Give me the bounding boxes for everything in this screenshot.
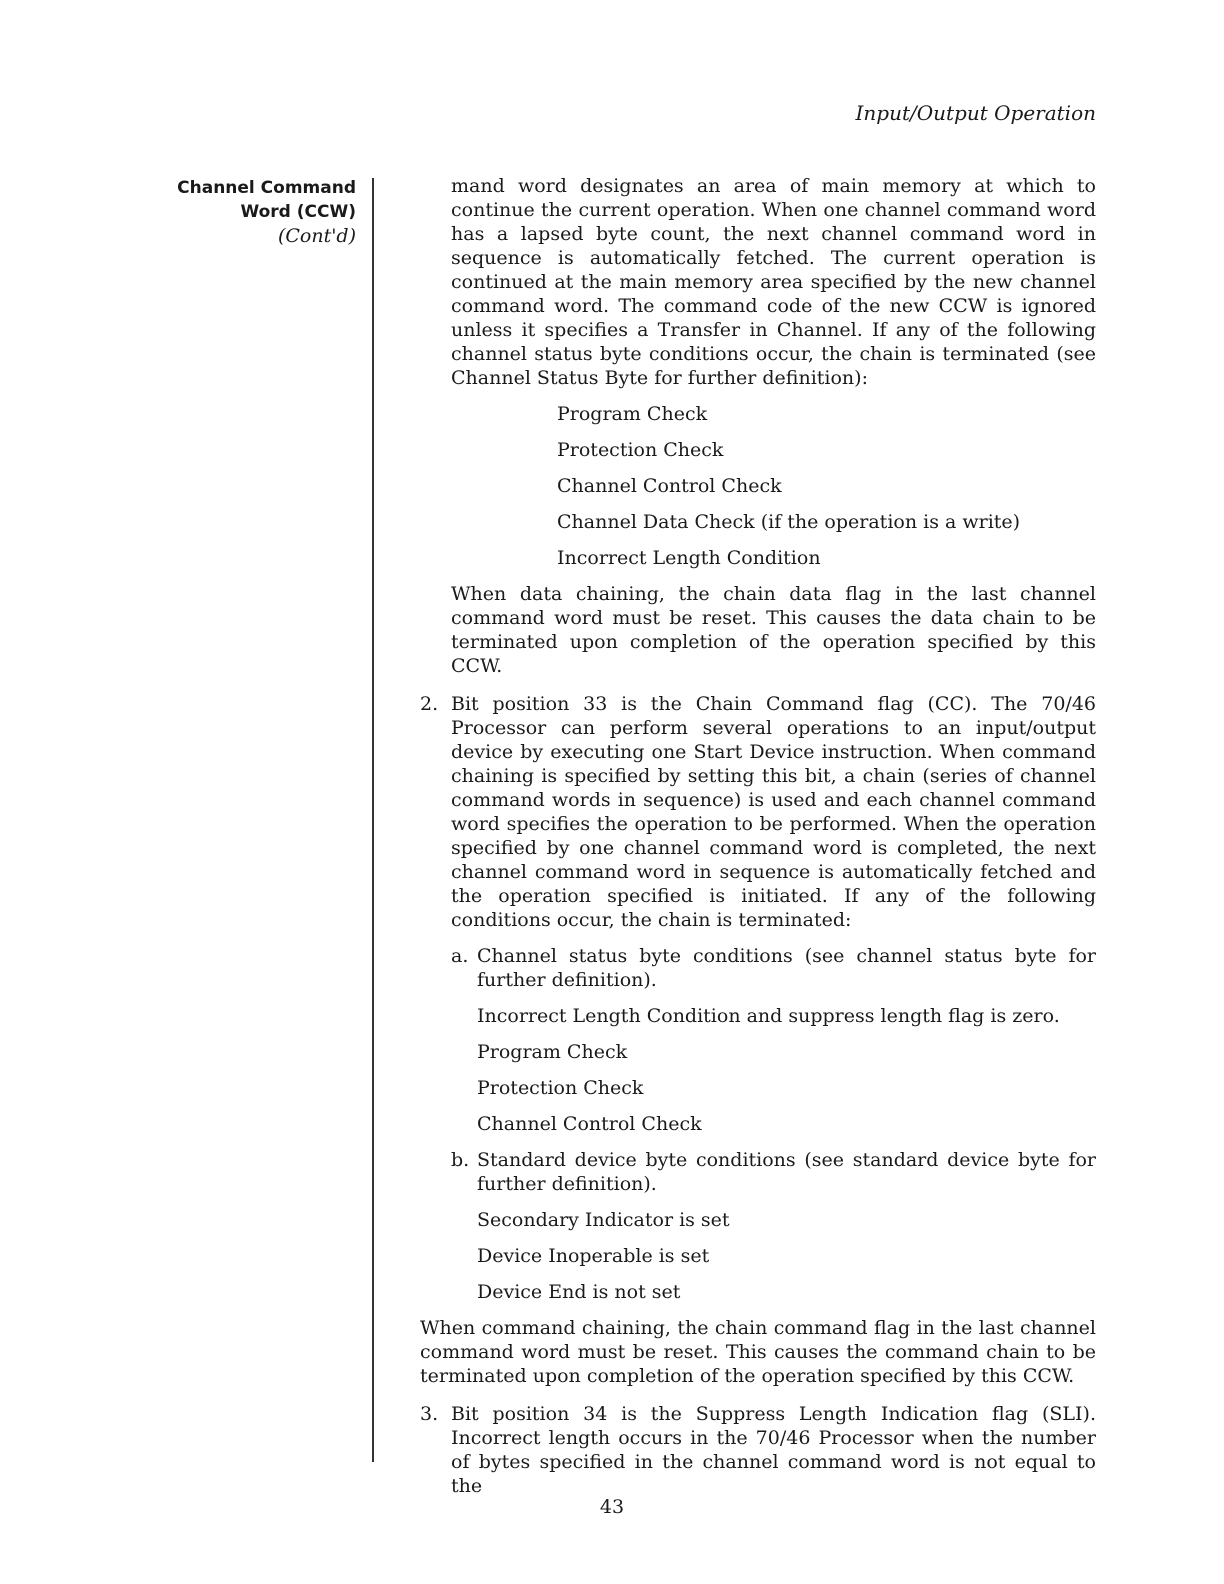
- section-sidebar: [120, 176, 356, 248]
- item-number: 2.: [420, 693, 439, 715]
- sub-item-label: b.: [451, 1149, 470, 1171]
- item-number: 3.: [420, 1403, 439, 1425]
- intro-paragraph: mand word designates an area of main memory at which to continue the current operation. When one channel command word has a lapsed byte count, the next channel command word in sequence is automatically fetched. The current operation is continued at the main memory area specified by the new channel command word. The command code of the new CCW is ignored unless it specifies a Transfer in Channel. If any of the following channel status byte conditions occur, the chain is terminated (see Channel Status Byte for further definition):: [451, 175, 1096, 389]
- item-2-text: Bit position 33 is the Chain Command flag (CC). The 70/46 Processor can perform several operations to an input/output device by executing one Start Device instruction. When command chaining is specified by setting this bit, a chain (series of channel command words in sequence) is used and each channel command word specifies the operation to be performed. When the operation specified by one channel command word is completed, the next channel command word in sequence is automatically fetched and the operation specified is initiated. If any of the following conditions occur, the chain is terminated:: [451, 693, 1096, 931]
- list-item: Protection Check: [477, 1077, 644, 1099]
- sub-item-label: a.: [451, 945, 469, 967]
- status-condition-list: [557, 402, 1096, 570]
- list-item: Program Check: [557, 403, 708, 425]
- list-item: Incorrect Length Condition: [557, 547, 821, 569]
- sidebar-continued: (Cont'd): [277, 225, 356, 247]
- margin-rule: [372, 178, 374, 1462]
- item-2: [420, 692, 1096, 1304]
- list-item: Incorrect Length Condition and suppress length flag is zero.: [477, 1005, 1060, 1027]
- page-number: 43: [599, 1496, 625, 1518]
- item-3: [420, 1402, 1096, 1498]
- sidebar-title-line2: Word (CCW): [240, 202, 356, 222]
- sidebar-title-line1: Channel Command: [177, 178, 356, 198]
- sub-item-a-text: Channel status byte conditions (see channel status byte for further definition).: [477, 945, 1096, 991]
- list-item: Protection Check: [557, 439, 724, 461]
- sub-item-a: [451, 944, 1096, 992]
- device-condition-list: [477, 1208, 1096, 1304]
- list-item: Channel Control Check: [477, 1113, 702, 1135]
- sub-item-b: [451, 1148, 1096, 1196]
- running-header: Input/Output Operation: [855, 101, 1096, 125]
- body-text: [420, 174, 1096, 1498]
- item-3-text: Bit position 34 is the Suppress Length Indication flag (SLI). Incorrect length occurs in the 70/46 Processor when the number of bytes specified in the channel command word is not equal to the: [451, 1403, 1096, 1497]
- list-item: Channel Data Check (if the operation is a write): [557, 511, 1021, 533]
- list-item: Secondary Indicator is set: [477, 1209, 730, 1231]
- list-item: Device Inoperable is set: [477, 1245, 710, 1267]
- list-item: Channel Control Check: [557, 475, 782, 497]
- command-chain-note: When command chaining, the chain command flag in the last channel command word must be reset. This causes the command chain to be terminated upon completion of the operation specified by this CCW.: [420, 1317, 1096, 1387]
- list-item: Program Check: [477, 1041, 628, 1063]
- data-chain-note: When data chaining, the chain data flag in the last channel command word must be reset. This causes the data chain to be terminated upon completion of the operation specified by this CCW.: [451, 583, 1096, 677]
- channel-condition-list: [477, 1004, 1096, 1136]
- sub-item-b-text: Standard device byte conditions (see standard device byte for further definition).: [477, 1149, 1096, 1195]
- list-item: Device End is not set: [477, 1281, 681, 1303]
